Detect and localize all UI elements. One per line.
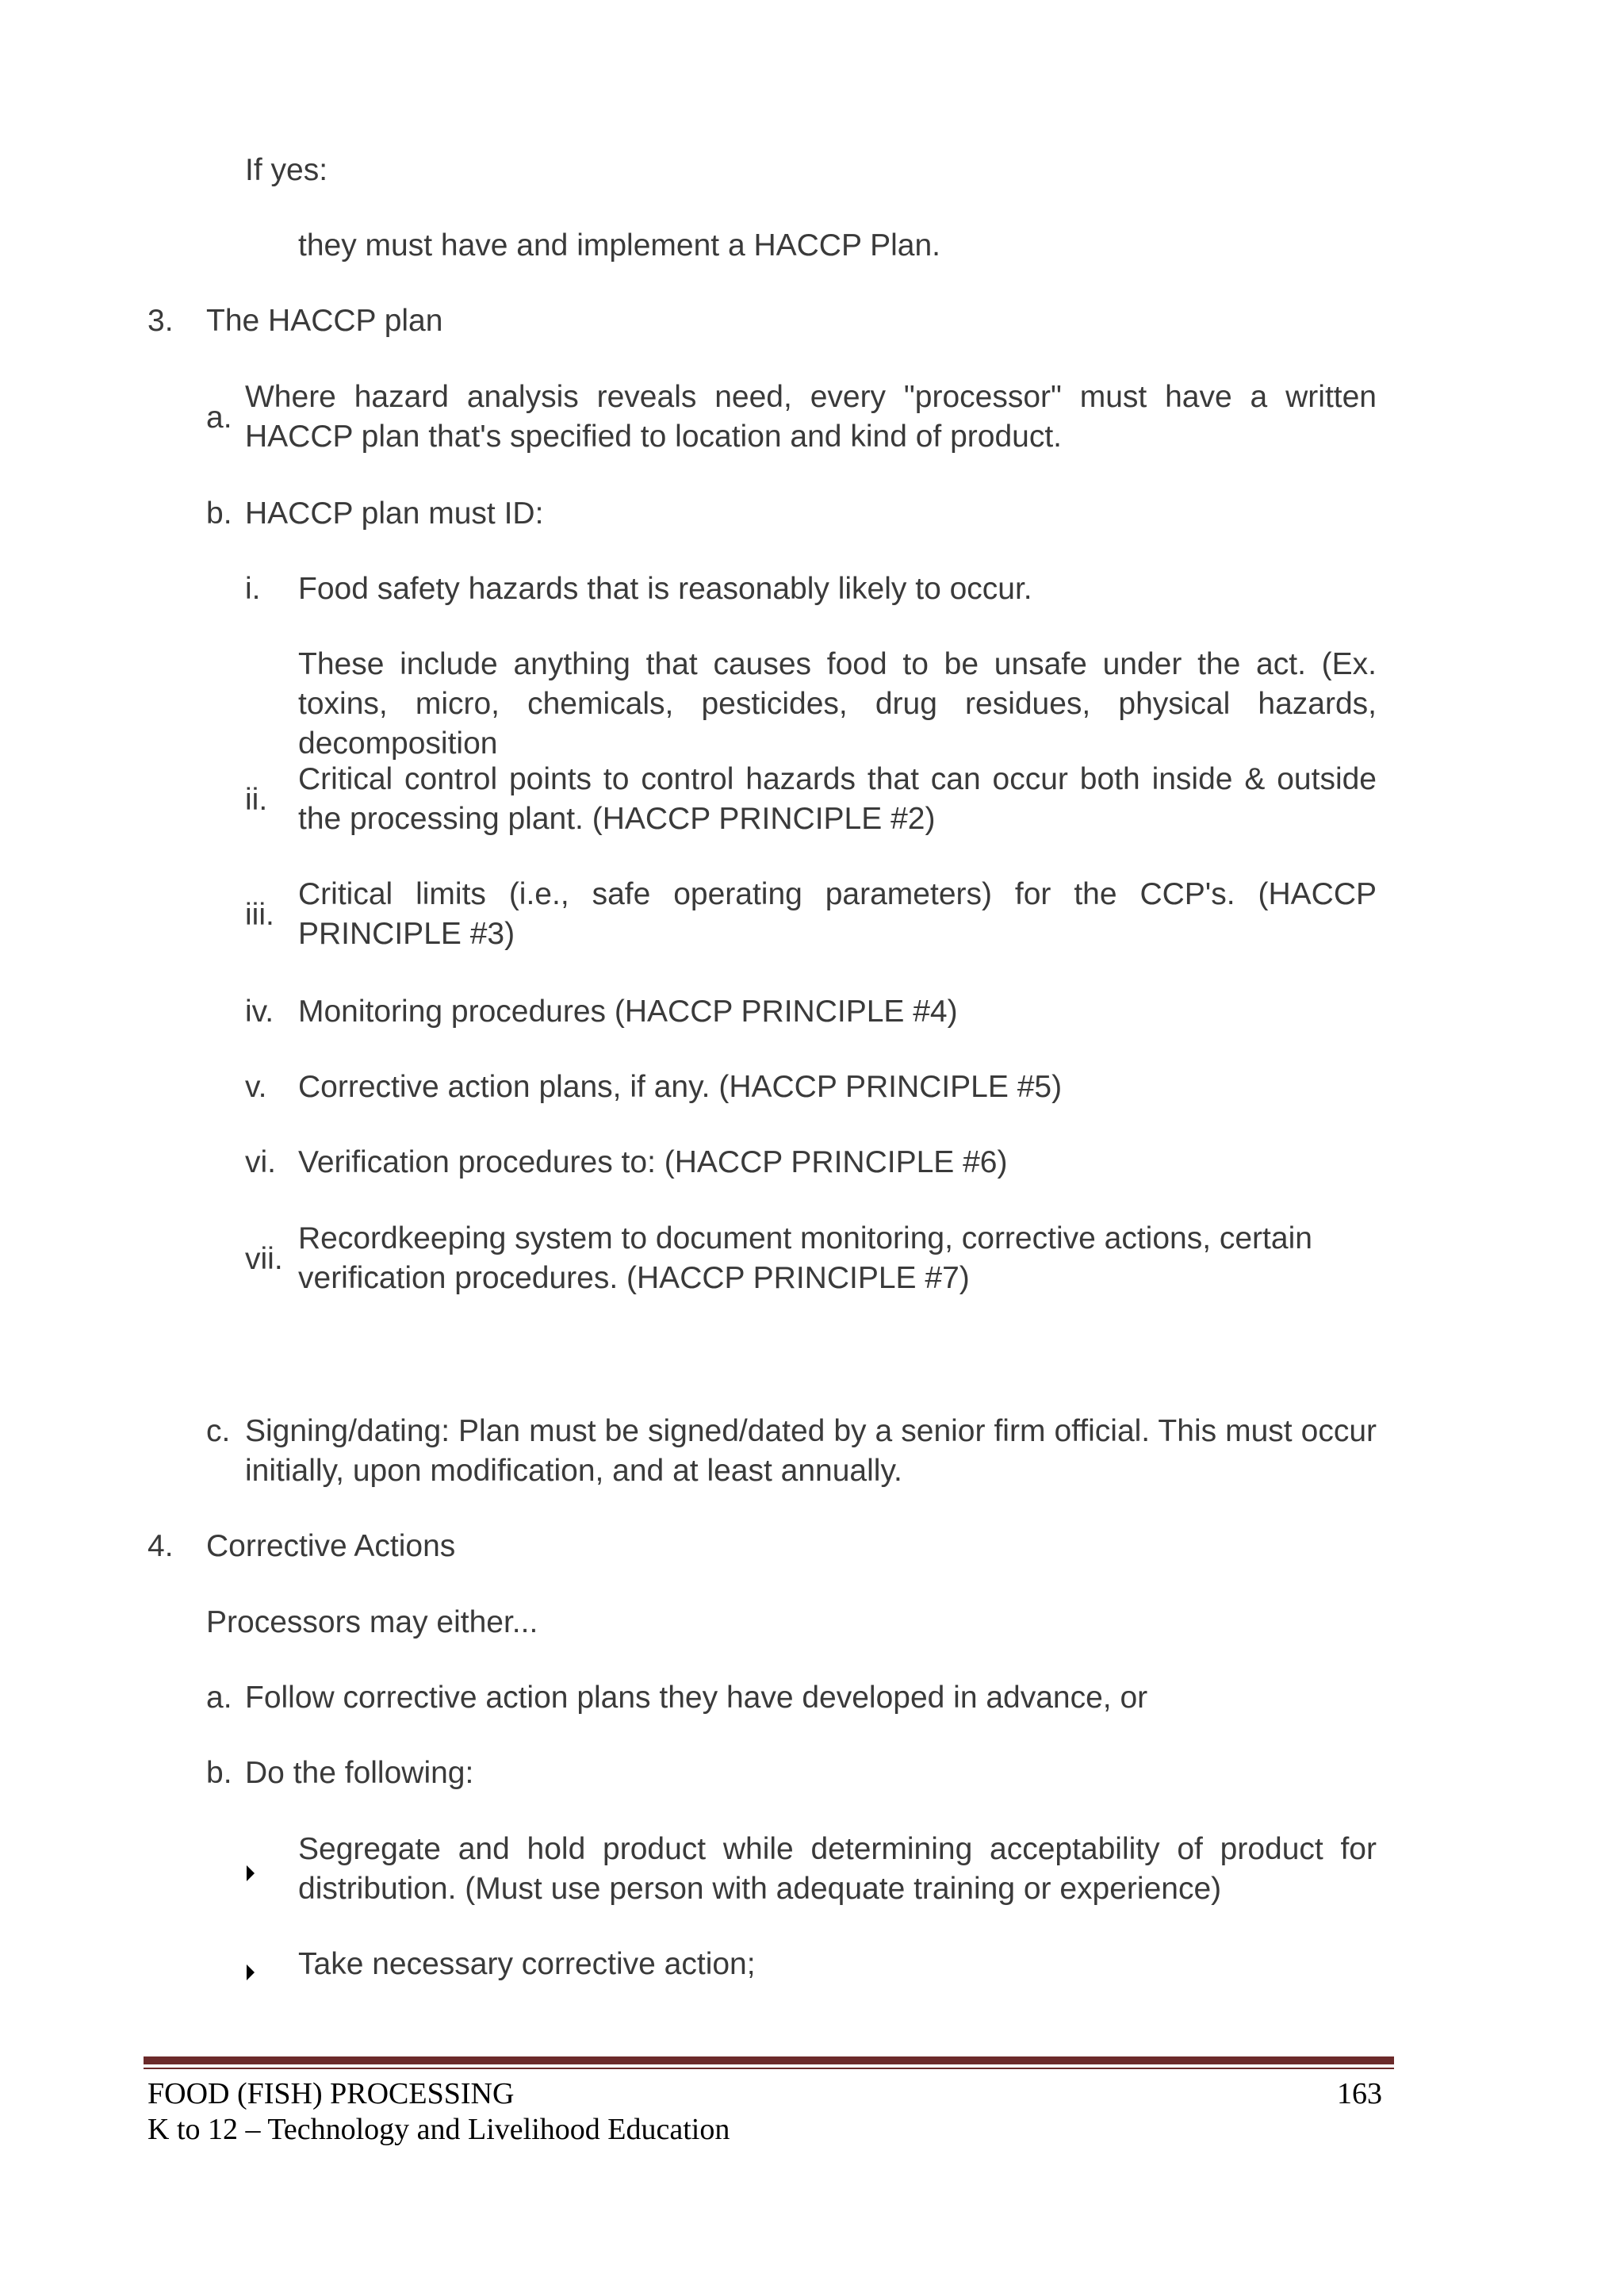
item-4b-marker: b. (206, 1756, 232, 1790)
if-yes-detail: they must have and implement a HACCP Plan. (298, 228, 941, 263)
item-4-title: Corrective Actions (206, 1529, 456, 1563)
bullet-triangle-icon (247, 1865, 255, 1881)
bullet-item: Take necessary corrective action; (298, 1947, 756, 1981)
if-yes-label: If yes: (245, 153, 328, 187)
item-3b-text: HACCP plan must ID: (245, 496, 544, 531)
item-3-title: The HACCP plan (206, 304, 443, 338)
roman-i-text: Food safety hazards that is reasonably likely to occur. (298, 572, 1032, 606)
roman-i-detail: These include anything that causes food to be unsafe under the act. (Ex. toxins, micro, chemicals, pesticides, drug residues, physical hazards, decomposition (298, 647, 1377, 761)
roman-vii-text: Recordkeeping system to document monitoring, corrective actions, certain verification procedures. (HACCP PRINCIPLE #7) (298, 1221, 1312, 1295)
item-3c-marker: c. (206, 1414, 231, 1448)
roman-vi-text: Verification procedures to: (HACCP PRINCIPLE #6) (298, 1145, 1008, 1179)
roman-iv-text: Monitoring procedures (HACCP PRINCIPLE #4) (298, 995, 958, 1029)
item-3a-marker: a. (206, 401, 232, 435)
roman-iii-marker: iii. (245, 898, 274, 932)
roman-iii-text: Critical limits (i.e., safe operating parameters) for the CCP's. (HACCP PRINCIPLE #3) (298, 877, 1377, 951)
footer-curriculum: K to 12 – Technology and Livelihood Education (147, 2113, 730, 2146)
item-3-number: 3. (147, 304, 174, 338)
roman-v-marker: v. (245, 1070, 267, 1104)
item-4a-text: Follow corrective action plans they have developed in advance, or (245, 1681, 1148, 1715)
bullet-item: Segregate and hold product while determining acceptability of product for distribution. (Must use person with adequate training or experience) (298, 1832, 1377, 1906)
item-3b-marker: b. (206, 496, 232, 531)
item-3a-text: Where hazard analysis reveals need, every "processor" must have a written HACCP plan that's specified to location and kind of product. (245, 380, 1377, 454)
bullet-triangle-icon (247, 1964, 255, 1980)
footer-rule-thin (144, 2068, 1394, 2069)
item-4-number: 4. (147, 1529, 174, 1563)
roman-v-text: Corrective action plans, if any. (HACCP PRINCIPLE #5) (298, 1070, 1063, 1104)
footer-rule (144, 2056, 1394, 2064)
item-3c-text: Signing/dating: Plan must be signed/dated by a senior firm official. This must occur initially, upon modification, and at least annually. (245, 1414, 1377, 1488)
footer-page-number: 163 (1337, 2077, 1382, 2110)
roman-ii-text: Critical control points to control hazards that can occur both inside & outside the processing plant. (HACCP PRINCIPLE #2) (298, 762, 1377, 836)
roman-iv-marker: iv. (245, 995, 274, 1029)
roman-ii-marker: ii. (245, 783, 268, 817)
item-4a-marker: a. (206, 1681, 232, 1715)
roman-vi-marker: vi. (245, 1145, 276, 1179)
roman-i-marker: i. (245, 572, 261, 606)
item-4b-text: Do the following: (245, 1756, 474, 1790)
item-4-intro: Processors may either... (206, 1605, 538, 1639)
roman-vii-marker: vii. (245, 1242, 283, 1276)
footer-subject: FOOD (FISH) PROCESSING (147, 2077, 515, 2110)
